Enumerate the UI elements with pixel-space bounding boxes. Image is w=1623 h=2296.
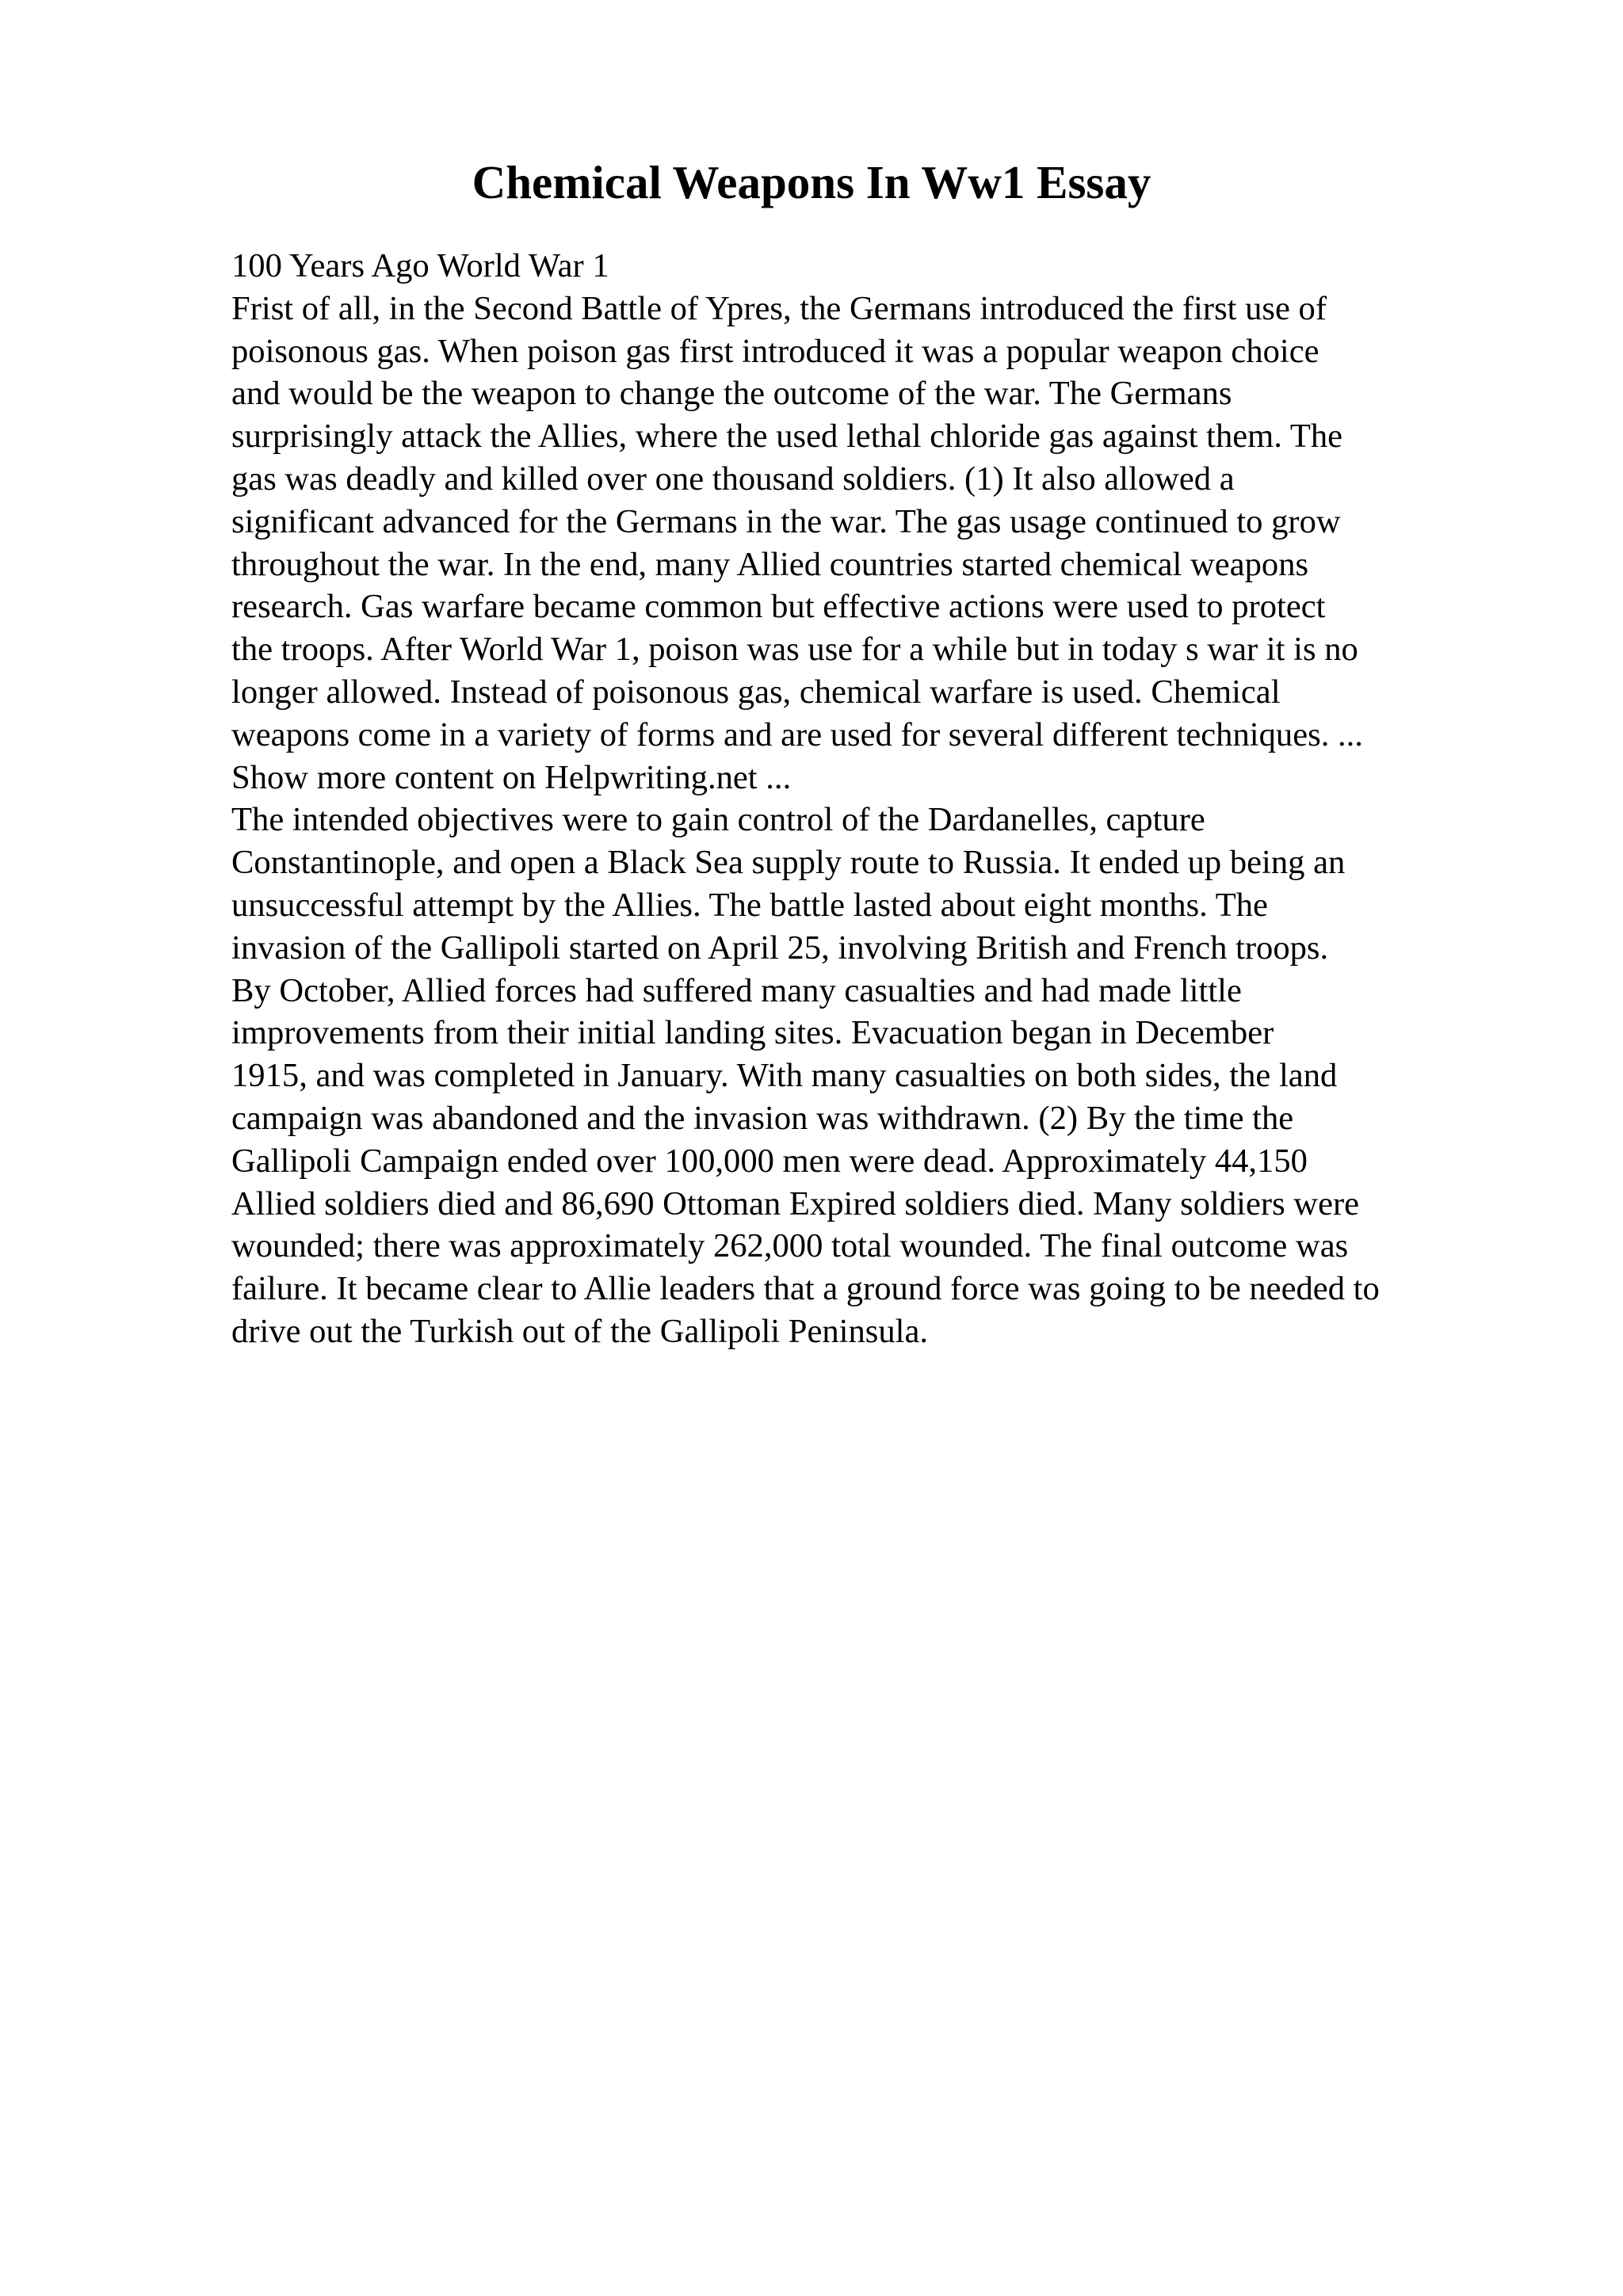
body-line: Allied soldiers died and 86,690 Ottoman Expired soldiers died. Many soldiers were — [231, 1184, 1360, 1222]
body-line: wounded; there was approximately 262,000 total wounded. The final outcome was — [231, 1227, 1349, 1265]
body-line: poisonous gas. When poison gas first introduced it was a popular weapon choice — [231, 332, 1319, 370]
body-line: longer allowed. Instead of poisonous gas, chemical warfare is used. Chemical — [231, 673, 1281, 711]
document-title: Chemical Weapons In Ww1 Essay — [472, 156, 1151, 208]
body-line: Frist of all, in the Second Battle of Ypres, the Germans introduced the first use of — [231, 289, 1327, 327]
body-line: throughout the war. In the end, many Allied countries started chemical weapons — [231, 545, 1309, 583]
source-link-line: Show more content on Helpwriting.net ... — [231, 758, 792, 796]
body-line: Constantinople, and open a Black Sea supply route to Russia. It ended up being an — [231, 844, 1346, 882]
body-line: By October, Allied forces had suffered many casualties and had made little — [231, 971, 1242, 1009]
body-line: 100 Years Ago World War 1 — [231, 247, 609, 284]
document-body — [231, 245, 1594, 1353]
body-line: and would be the weapon to change the outcome of the war. The Germans — [231, 375, 1232, 413]
body-line: the troops. After World War 1, poison was use for a while but in today s war it is no — [231, 631, 1358, 669]
body-line: research. Gas warfare became common but effective actions were used to protect — [231, 588, 1326, 626]
body-line: Gallipoli Campaign ended over 100,000 men were dead. Approximately 44,150 — [231, 1142, 1308, 1180]
body-line: campaign was abandoned and the invasion was withdrawn. (2) By the time the — [231, 1099, 1294, 1137]
body-line: surprisingly attack the Allies, where the used lethal chloride gas against them. The — [231, 418, 1343, 456]
body-line: unsuccessful attempt by the Allies. The battle lasted about eight months. The — [231, 886, 1268, 924]
body-line: invasion of the Gallipoli started on April 25, involving British and French troops. — [231, 929, 1329, 967]
body-line: 1915, and was completed in January. With many casualties on both sides, the land — [231, 1057, 1338, 1095]
body-line: failure. It became clear to Allie leaders that a ground force was going to be needed to — [231, 1270, 1380, 1308]
body-line: significant advanced for the Germans in the war. The gas usage continued to grow — [231, 502, 1341, 540]
body-line: drive out the Turkish out of the Gallipoli Peninsula. — [231, 1312, 929, 1350]
body-line: improvements from their initial landing sites. Evacuation began in December — [231, 1014, 1274, 1052]
body-line: weapons come in a variety of forms and are used for several different techniques. ... — [231, 715, 1363, 753]
body-line: gas was deadly and killed over one thousand soldiers. (1) It also allowed a — [231, 460, 1235, 498]
body-line: The intended objectives were to gain control of the Dardanelles, capture — [231, 801, 1205, 839]
